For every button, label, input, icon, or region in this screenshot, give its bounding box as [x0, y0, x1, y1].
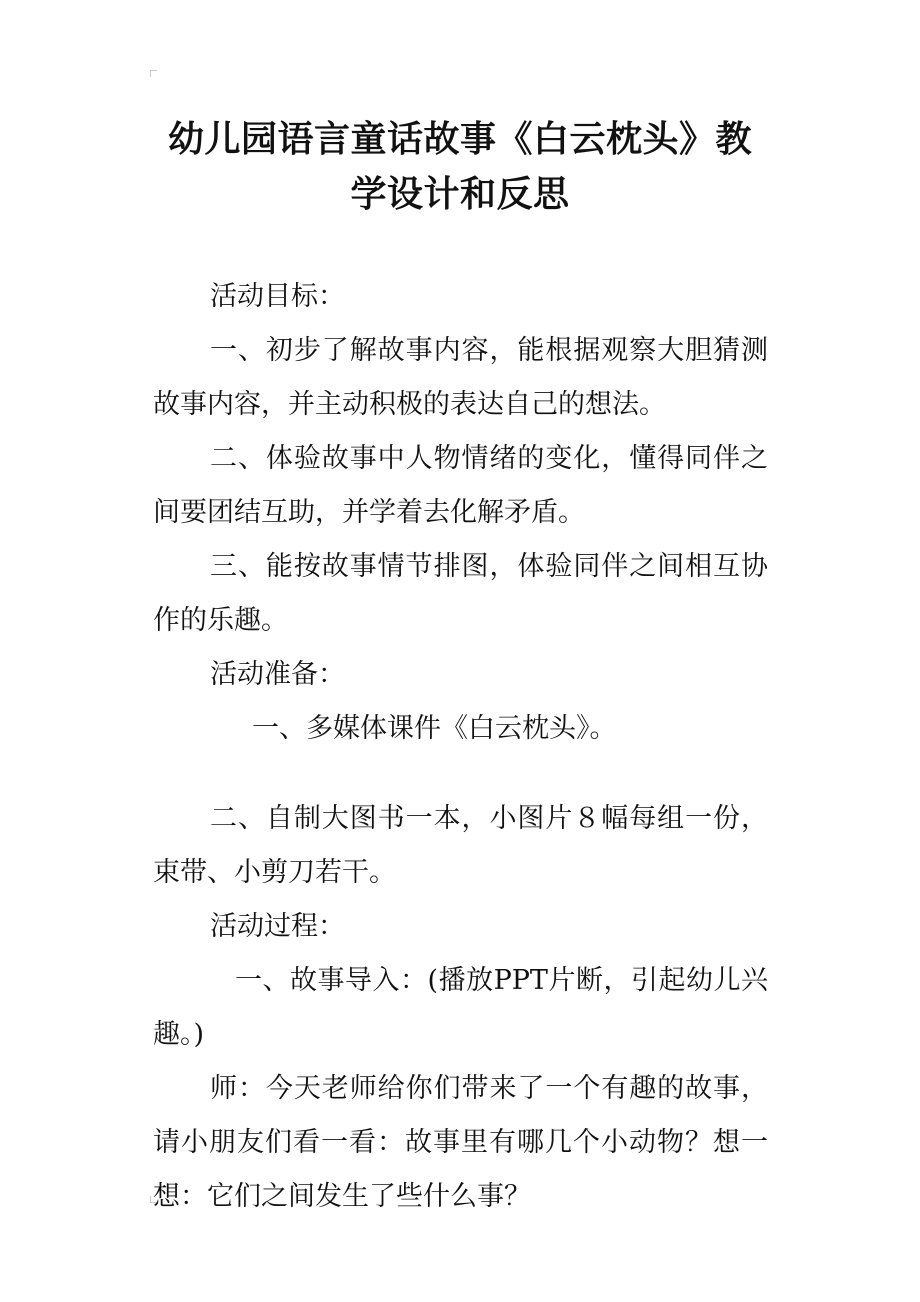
- heading-activity-process: 活动过程：: [210, 911, 345, 942]
- teacher-dialogue: 师：今天老师给你们带来了一个有趣的故事，请小朋友们看一看：故事里有哪几个小动物？想一想：它们之间发生了些什么事？: [153, 1073, 768, 1212]
- heading-activity-prep: 活动准备：: [210, 659, 345, 690]
- crop-mark-top: [150, 70, 157, 77]
- heading-activity-goals: 活动目标：: [210, 281, 345, 312]
- paragraph-gap: [153, 756, 768, 792]
- prep-2: 二、自制大图书一本，小图片８幅每组一份，束带、小剪刀若干。: [153, 803, 768, 888]
- process-1: 一、故事导入：(播放PPT片断，引起幼儿兴趣。): [153, 965, 768, 1050]
- goal-1: 一、初步了解故事内容，能根据观察大胆猜测故事内容，并主动积极的表达自己的想法。: [153, 335, 768, 420]
- document-title: 幼儿园语言童话故事《白云枕头》教学设计和反思: [167, 119, 752, 215]
- goal-2: 二、体验故事中人物情绪的变化，懂得同伴之间要团结互助，并学着去化解矛盾。: [153, 443, 768, 528]
- document-body: [153, 270, 768, 1224]
- goal-3: 三、能按故事情节排图，体验同伴之间相互协作的乐趣。: [153, 551, 768, 636]
- prep-1: 一、多媒体课件《白云枕头》。: [252, 713, 617, 744]
